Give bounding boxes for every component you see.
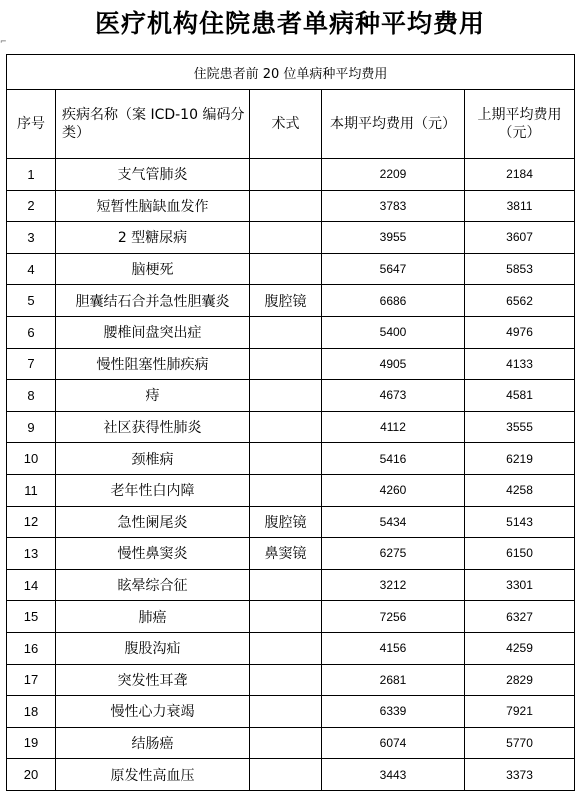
cell-current-cost: 7256 [322,601,465,633]
cell-disease: 慢性心力衰竭 [56,696,250,728]
cell-procedure [250,348,322,380]
cell-disease: 脑梗死 [56,253,250,285]
cell-procedure [250,411,322,443]
cell-procedure: 鼻窦镜 [250,538,322,570]
cell-procedure [250,253,322,285]
header-previous-cost: 上期平均费用（元） [465,90,575,159]
cell-procedure [250,696,322,728]
cell-previous-cost: 4976 [465,316,575,348]
cell-index: 16 [7,632,56,664]
cell-disease: 腰椎间盘突出症 [56,316,250,348]
cell-disease: 胆囊结石合并急性胆囊炎 [56,285,250,317]
cell-index: 10 [7,443,56,475]
cell-current-cost: 4112 [322,411,465,443]
cell-index: 5 [7,285,56,317]
cell-previous-cost: 6219 [465,443,575,475]
cell-index: 14 [7,569,56,601]
cell-previous-cost: 6562 [465,285,575,317]
cell-previous-cost: 6327 [465,601,575,633]
cell-procedure [250,569,322,601]
table-row [7,316,575,348]
table-row [7,696,575,728]
cell-index: 7 [7,348,56,380]
cell-procedure [250,316,322,348]
cell-previous-cost: 3301 [465,569,575,601]
cell-disease: 短暂性脑缺血发作 [56,190,250,222]
cell-index: 9 [7,411,56,443]
table-row [7,285,575,317]
cell-disease: 社区获得性肺炎 [56,411,250,443]
header-row [7,90,575,159]
cell-procedure [250,727,322,759]
cell-index: 15 [7,601,56,633]
cell-current-cost: 6686 [322,285,465,317]
table-row [7,380,575,412]
cell-previous-cost: 2184 [465,159,575,191]
cell-procedure [250,159,322,191]
cell-procedure: 腹腔镜 [250,506,322,538]
cell-disease: 老年性白内障 [56,474,250,506]
cell-current-cost: 2209 [322,159,465,191]
cell-index: 3 [7,222,56,254]
cell-current-cost: 5400 [322,316,465,348]
cell-disease: 2 型糖尿病 [56,222,250,254]
page-title: 医疗机构住院患者单病种平均费用 [94,9,485,38]
cell-procedure [250,380,322,412]
cell-previous-cost: 3811 [465,190,575,222]
cell-procedure [250,632,322,664]
cell-disease: 原发性高血压 [56,759,250,791]
cell-index: 20 [7,759,56,791]
header-index: 序号 [7,90,56,159]
cell-disease: 慢性鼻窦炎 [56,538,250,570]
table-row [7,474,575,506]
cell-current-cost: 3783 [322,190,465,222]
cell-procedure [250,443,322,475]
header-disease: 疾病名称（案 ICD-10 编码分类） [56,90,250,159]
cell-current-cost: 4905 [322,348,465,380]
table-row [7,538,575,570]
cell-index: 19 [7,727,56,759]
cell-procedure [250,759,322,791]
table-row [7,601,575,633]
cell-disease: 腹股沟疝 [56,632,250,664]
cell-index: 12 [7,506,56,538]
cell-current-cost: 6074 [322,727,465,759]
table-row [7,253,575,285]
cell-current-cost: 4156 [322,632,465,664]
cell-index: 13 [7,538,56,570]
cell-procedure: 腹腔镜 [250,285,322,317]
table-row [7,348,575,380]
cell-current-cost: 5416 [322,443,465,475]
cell-current-cost: 4260 [322,474,465,506]
cell-index: 1 [7,159,56,191]
cell-disease: 急性阑尾炎 [56,506,250,538]
table-caption: 住院患者前 20 位单病种平均费用 [7,55,575,90]
cell-previous-cost: 4258 [465,474,575,506]
cell-previous-cost: 5143 [465,506,575,538]
cell-current-cost: 3212 [322,569,465,601]
cell-previous-cost: 3607 [465,222,575,254]
table-row [7,159,575,191]
cell-previous-cost: 5853 [465,253,575,285]
cost-table [6,54,575,791]
cell-previous-cost: 2829 [465,664,575,696]
cell-current-cost: 3443 [322,759,465,791]
cell-procedure [250,222,322,254]
table-row [7,632,575,664]
cell-procedure [250,664,322,696]
cell-previous-cost: 4259 [465,632,575,664]
cell-current-cost: 3955 [322,222,465,254]
cell-index: 8 [7,380,56,412]
cell-previous-cost: 4581 [465,380,575,412]
cell-previous-cost: 5770 [465,727,575,759]
header-current-cost: 本期平均费用（元） [322,90,465,159]
table-row [7,759,575,791]
cell-index: 6 [7,316,56,348]
cell-previous-cost: 4133 [465,348,575,380]
cell-current-cost: 5647 [322,253,465,285]
cell-procedure [250,601,322,633]
cell-procedure [250,190,322,222]
cell-disease: 支气管肺炎 [56,159,250,191]
cell-procedure [250,474,322,506]
cell-index: 17 [7,664,56,696]
cell-previous-cost: 3373 [465,759,575,791]
cell-disease: 结肠癌 [56,727,250,759]
cell-current-cost: 5434 [322,506,465,538]
cell-current-cost: 4673 [322,380,465,412]
cell-disease: 痔 [56,380,250,412]
table-row [7,411,575,443]
cell-current-cost: 6339 [322,696,465,728]
table-row [7,222,575,254]
cell-disease: 眩晕综合征 [56,569,250,601]
table-row [7,190,575,222]
cell-disease: 突发性耳聋 [56,664,250,696]
table-row [7,569,575,601]
table-row [7,664,575,696]
table-row [7,506,575,538]
cell-index: 2 [7,190,56,222]
cell-disease: 颈椎病 [56,443,250,475]
cell-previous-cost: 6150 [465,538,575,570]
corner-mark: ⌐ [0,37,7,46]
cell-current-cost: 2681 [322,664,465,696]
cell-disease: 肺癌 [56,601,250,633]
cell-previous-cost: 3555 [465,411,575,443]
cell-previous-cost: 7921 [465,696,575,728]
cell-index: 18 [7,696,56,728]
table-row [7,443,575,475]
header-procedure: 术式 [250,90,322,159]
cell-index: 4 [7,253,56,285]
cell-current-cost: 6275 [322,538,465,570]
table-row [7,727,575,759]
cell-index: 11 [7,474,56,506]
cell-disease: 慢性阻塞性肺疾病 [56,348,250,380]
